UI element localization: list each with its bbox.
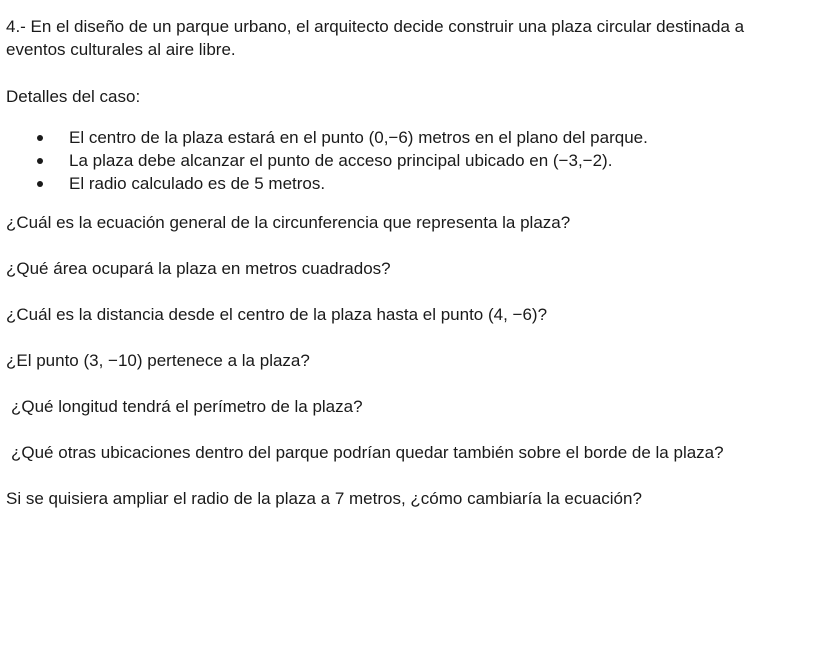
question-distance: ¿Cuál es la distancia desde el centro de la plaza hasta el punto (4, −6)?: [6, 305, 548, 324]
question-point-membership: ¿El punto (3, −10) pertenece a la plaza?: [6, 351, 310, 370]
list-item: El centro de la plaza estará en el punto (0,−6) metros en el plano del parque.: [69, 126, 804, 149]
question-equation: ¿Cuál es la ecuación general de la circunferencia que representa la plaza?: [6, 213, 571, 232]
question-enlarged-radius: Si se quisiera ampliar el radio de la plaza a 7 metros, ¿cómo cambiaría la ecuación?: [6, 489, 642, 508]
list-item: El radio calculado es de 5 metros.: [69, 172, 804, 195]
list-item: La plaza debe alcanzar el punto de acceso principal ubicado en (−3,−2).: [69, 149, 804, 172]
question-area: ¿Qué área ocupará la plaza en metros cuadrados?: [6, 259, 391, 278]
details-list: [6, 126, 804, 195]
details-heading: Detalles del caso:: [6, 87, 141, 106]
problem-intro: 4.- En el diseño de un parque urbano, el arquitecto decide construir una plaza circular destinada a eventos culturales al aire libre.: [6, 17, 745, 59]
question-other-locations: ¿Qué otras ubicaciones dentro del parque podrían quedar también sobre el borde de la plaza?: [11, 443, 724, 462]
question-perimeter: ¿Qué longitud tendrá el perímetro de la plaza?: [11, 397, 363, 416]
